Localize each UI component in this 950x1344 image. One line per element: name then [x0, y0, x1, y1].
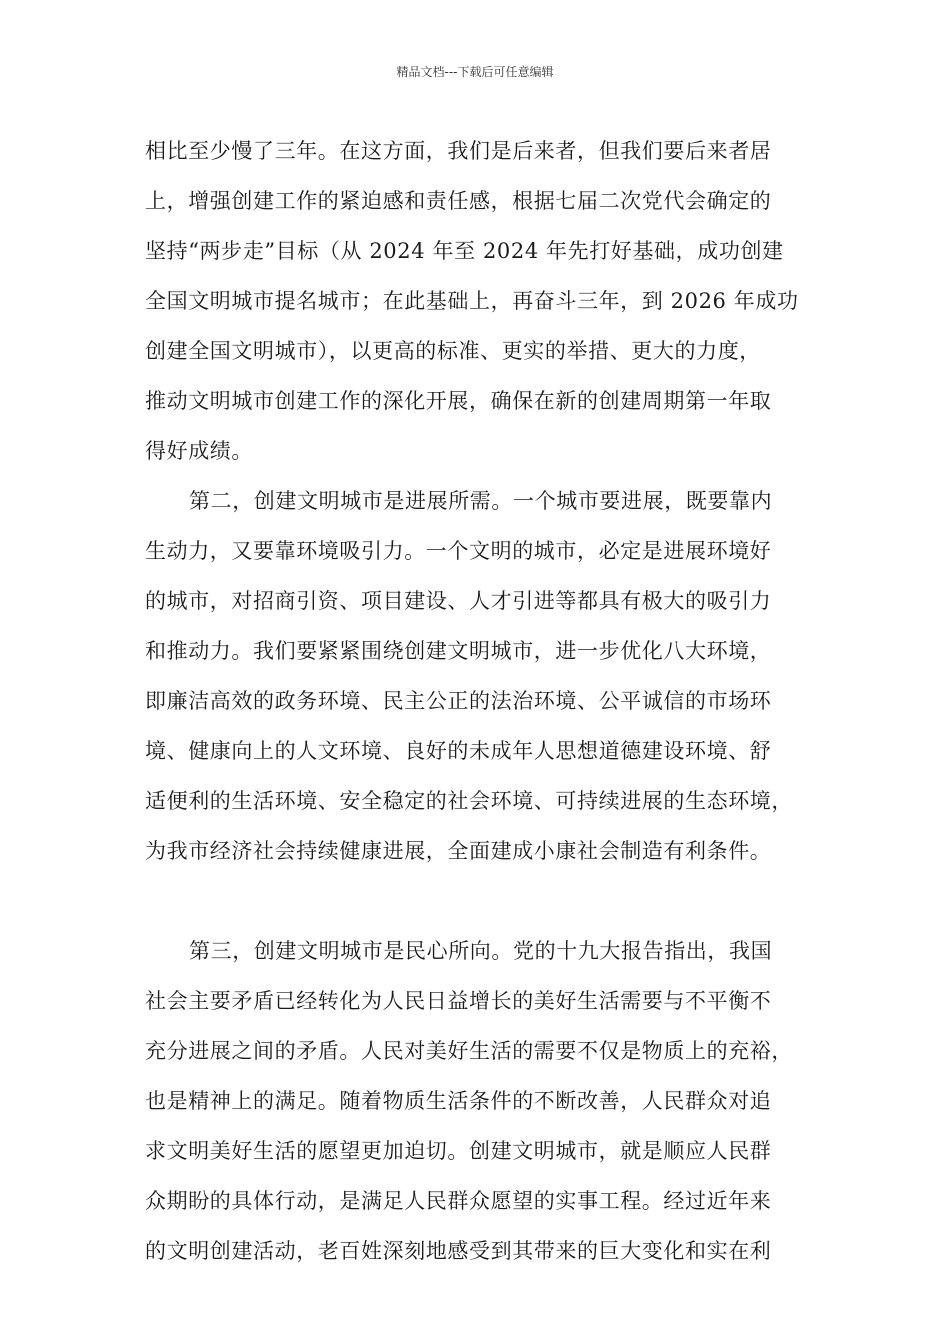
- text-line: 全国文明城市提名城市；在此基础上，再奋斗三年，到 2026 年成功: [145, 289, 799, 313]
- text-line: [145, 876, 805, 926]
- text-line: 的文明创建活动，老百姓深刻地感受到其带来的巨大变化和实在利: [145, 1239, 772, 1263]
- text-line: 求文明美好生活的愿望更加迫切。创建文明城市，就是顺应人民群: [145, 1139, 772, 1163]
- text-line: 的城市，对招商引资、项目建设、人才引进等都具有极大的吸引力: [145, 589, 772, 613]
- page-header: 精品文档---下载后可任意编辑: [396, 65, 554, 79]
- text-line: 也是精神上的满足。随着物质生活条件的不断改善，人民群众对追: [145, 1089, 772, 1113]
- text-line: 即廉洁高效的政务环境、民主公正的法治环境、公平诚信的市场环: [145, 689, 772, 713]
- text-line: 境、健康向上的人文环境、良好的未成年人思想道德建设环境、舒: [145, 739, 772, 763]
- text-line: 上，增强创建工作的紧迫感和责任感，根据七届二次党代会确定的: [145, 189, 772, 213]
- text-line: 适便利的生活环境、安全稳定的社会环境、可持续进展的生态环境，: [145, 789, 793, 813]
- text-line: 创建全国文明城市），以更高的标准、更实的举措、更大的力度，: [145, 339, 761, 363]
- text-line: 坚持“两步走”目标（从 2024 年至 2024 年先打好基础，成功创建: [145, 239, 784, 263]
- text-line: 推动文明城市创建工作的深化开展，确保在新的创建周期第一年取: [145, 389, 772, 413]
- paragraph-1: [145, 126, 805, 476]
- text-line: 社会主要矛盾已经转化为人民日益增长的美好生活需要与不平衡不: [145, 989, 772, 1013]
- text-line: 为我市经济社会持续健康进展，全面建成小康社会制造有利条件。: [145, 839, 772, 863]
- text-line: 生动力，又要靠环境吸引力。一个文明的城市，必定是进展环境好: [145, 539, 772, 563]
- paragraph-3: [145, 926, 805, 1276]
- text-line: 相比至少慢了三年。在这方面，我们是后来者，但我们要后来者居: [145, 139, 772, 163]
- text-line: 众期盼的具体行动，是满足人民群众愿望的实事工程。经过近年来: [145, 1189, 772, 1213]
- text-line: 第二，创建文明城市是进展所需。一个城市要进展，既要靠内: [189, 489, 773, 513]
- text-line: 得好成绩。: [145, 439, 253, 463]
- text-line: 第三，创建文明城市是民心所向。党的十九大报告指出，我国: [189, 939, 773, 963]
- text-line: 和推动力。我们要紧紧围绕创建文明城市，进一步优化八大环境，: [145, 639, 772, 663]
- body-text: [145, 126, 805, 1276]
- text-line: 充分进展之间的矛盾。人民对美好生活的需要不仅是物质上的充裕，: [145, 1039, 793, 1063]
- paragraph-2: [145, 476, 805, 926]
